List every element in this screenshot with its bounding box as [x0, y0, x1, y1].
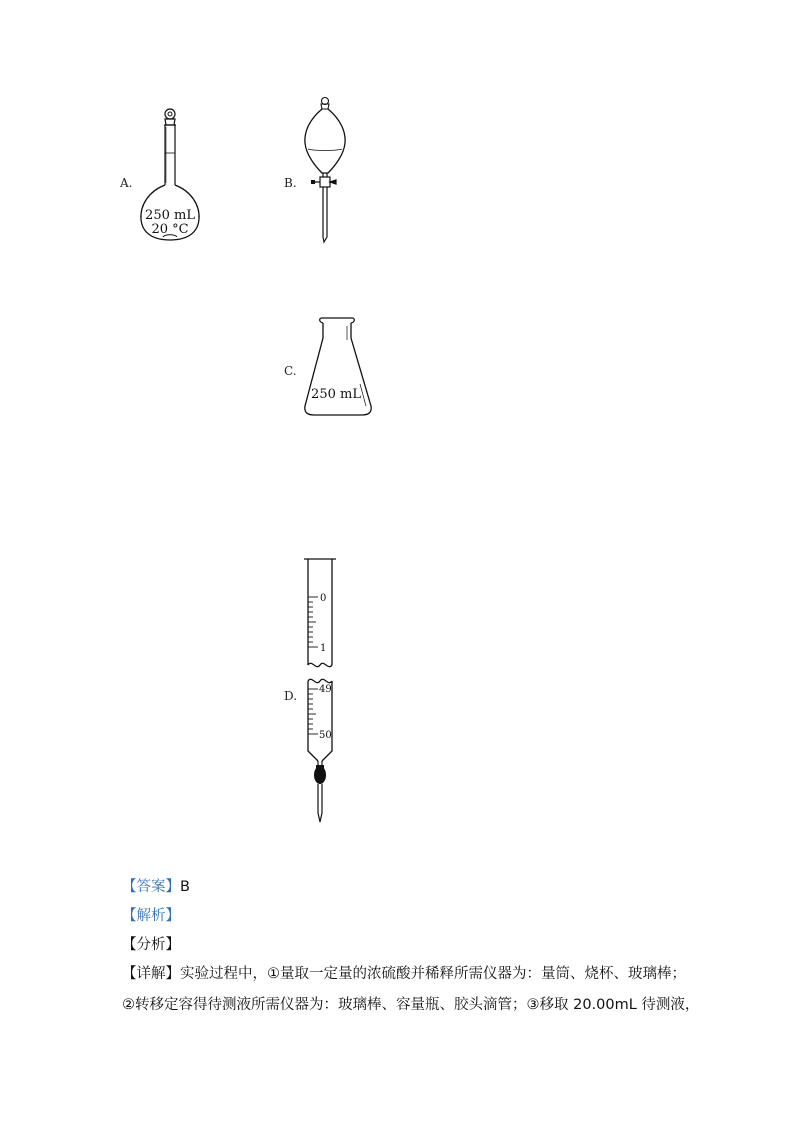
option-a-volume: 250 mL — [145, 208, 195, 223]
fenxi-line — [122, 933, 180, 954]
detail-text-2: ②转移定容得待测液所需仪器为：玻璃棒、容量瓶、胶头滴管；③移取 20.00mL 待测液， — [122, 997, 700, 1013]
volumetric-flask-icon — [135, 105, 205, 245]
burette-tick-0: 0 — [320, 593, 327, 604]
detail-tag: 【详解】 — [122, 966, 180, 982]
option-b-letter: B. — [284, 176, 297, 190]
answer-value: B — [180, 879, 190, 895]
option-a-temperature: 20 °C — [151, 222, 189, 237]
analysis-tag: 【解析】 — [122, 908, 180, 924]
answer-tag: 【答案】 — [122, 879, 180, 895]
analysis-line — [122, 904, 180, 925]
burette-tick-50: 50 — [319, 730, 332, 741]
separatory-funnel-icon — [300, 95, 350, 245]
burette-tick-1: 1 — [320, 643, 327, 654]
answer-line — [122, 875, 190, 896]
detail-line-2 — [122, 993, 699, 1014]
burette-tick-49: 49 — [319, 684, 332, 695]
fenxi-tag: 【分析】 — [122, 937, 180, 953]
detail-line-1 — [122, 962, 686, 983]
detail-text-1: 实验过程中，①量取一定量的浓硫酸并稀释所需仪器为：量筒、烧杯、玻璃棒； — [180, 966, 686, 982]
burette-icon — [300, 555, 350, 827]
option-d-letter: D. — [284, 689, 298, 703]
option-c-letter: C. — [284, 364, 297, 378]
option-c-volume: 250 mL — [311, 387, 361, 402]
option-a-letter: A. — [120, 176, 133, 190]
conical-flask-icon — [302, 314, 374, 418]
